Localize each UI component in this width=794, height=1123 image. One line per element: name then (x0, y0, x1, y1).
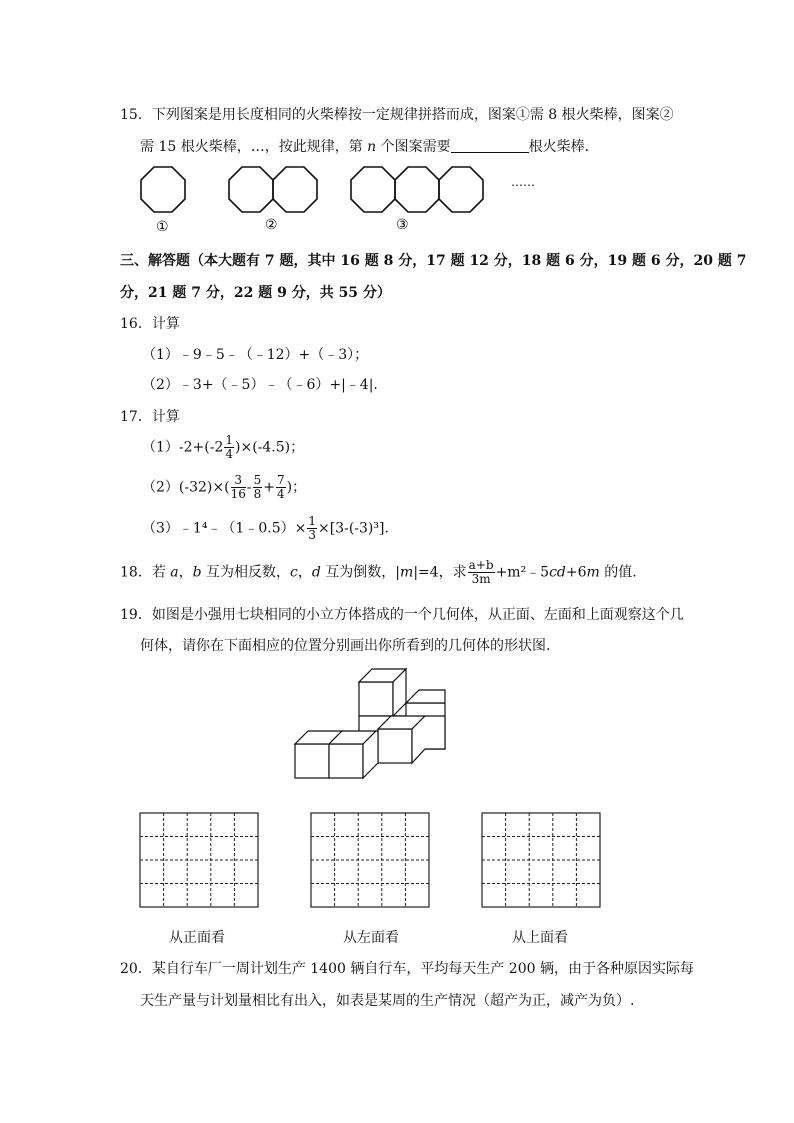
q15-line2-text-c: 根火柴棒． (528, 139, 599, 155)
frac-numerator: 3 (231, 474, 246, 488)
frac-denominator: 16 (230, 487, 246, 501)
frac-numerator: 5 (253, 473, 262, 487)
grid-left-view[interactable] (311, 813, 429, 907)
q18-mid3: |=4，求 (413, 564, 467, 581)
q18-comma1: ， (178, 564, 193, 581)
q15-line2-text-b: 个图案需要 (376, 139, 451, 155)
figure-label-3: ③ (396, 217, 409, 233)
operator-minus: - (246, 479, 252, 496)
q19-line2: 何体，请你在下面相应的位置分别画出你所看到的几何体的形状图. (140, 638, 551, 654)
q18-mid2: 互为倒数，| (320, 564, 401, 581)
caption-left-view: 从左面看 (343, 930, 399, 946)
operator-plus: + (263, 479, 275, 496)
q15-variable-n: n (367, 139, 377, 155)
q16-part1: （1）﹣9﹣5﹣（﹣12）+（﹣3）； (142, 347, 369, 363)
frac-denominator: 8 (253, 487, 262, 501)
var-cd: cd (549, 564, 566, 581)
var-d: d (311, 564, 321, 581)
q17-title: 17．计算 (120, 409, 180, 425)
caption-front-view: 从正面看 (169, 930, 225, 946)
frac-denominator: 3m (471, 572, 491, 586)
q16-part2: （2）﹣3+（﹣5）﹣（﹣6）+|﹣4|. (142, 377, 378, 393)
section3-line1: 三、解答题（本大题有 7 题，其中 16 题 8 分，17 题 12 分，18 题 6 分，19 题 6 分，20 题 7 (120, 253, 747, 269)
q20-line1: 20．某自行车厂一周计划生产 1400 辆自行车，平均每天生产 200 辆，由于各种原因实际每 (120, 961, 694, 977)
q17-p1-pre: （1）-2+(-2 (142, 439, 224, 456)
q18-pre: 18．若 (120, 564, 171, 581)
frac-denominator: 4 (225, 447, 234, 461)
q15-ellipsis: …… (511, 175, 535, 189)
frac-denominator: 3 (308, 528, 316, 542)
q17-p2-pre: （2）(-32)×( (142, 479, 230, 496)
q15-line2-text-a: 需 15 根火柴棒，…，按此规律，第 (140, 139, 368, 155)
caption-top-view: 从上面看 (512, 930, 568, 946)
q18-mid1: 互为相反数， (201, 564, 291, 581)
frac-numerator: 1 (308, 514, 316, 528)
q17-p3-pre: （3）﹣1⁴﹣（1﹣0.5）× (142, 520, 307, 537)
grid-front-view[interactable] (140, 813, 258, 907)
q17-p3-post: ×[3-(-3)³]. (317, 520, 389, 537)
frac-numerator: 1 (225, 433, 234, 447)
var-b: b (192, 564, 202, 581)
q18-comma2: ， (297, 564, 312, 581)
q20-line2: 天生产量与计划量相比有出入，如表是某周的生产情况（超产为正，减产为负）. (140, 993, 635, 1009)
q17-p1-post: )×(-4.5)； (235, 439, 305, 456)
q15-line1: 15．下列图案是用长度相同的火柴棒按一定规律拼搭而成，图案①需 8 根火柴棒，图案② (120, 107, 674, 123)
var-m2: m (586, 564, 600, 581)
var-m: m (400, 564, 414, 581)
q18-tail3: 的值. (599, 564, 637, 581)
figure-label-2: ② (265, 217, 278, 233)
grid-top-view[interactable] (482, 813, 600, 907)
frac-denominator: 4 (276, 487, 285, 501)
q19-line1: 19．如图是小强用七块相同的小立方体搭成的一个几何体，从正面、左面和上面观察这个几 (120, 607, 684, 623)
q18-tail1: +m²﹣5 (495, 564, 550, 581)
section3-line2: 分，21 题 7 分，22 题 9 分，共 55 分） (120, 285, 391, 301)
frac-numerator: a+b (468, 558, 494, 572)
q17-p2-post: )； (286, 479, 307, 496)
q18-tail2: +6 (565, 564, 587, 581)
frac-numerator: 7 (276, 473, 285, 487)
figure-label-1: ① (156, 219, 169, 235)
var-a: a (170, 564, 179, 581)
q16-title: 16．计算 (120, 316, 180, 332)
var-c: c (290, 564, 298, 581)
